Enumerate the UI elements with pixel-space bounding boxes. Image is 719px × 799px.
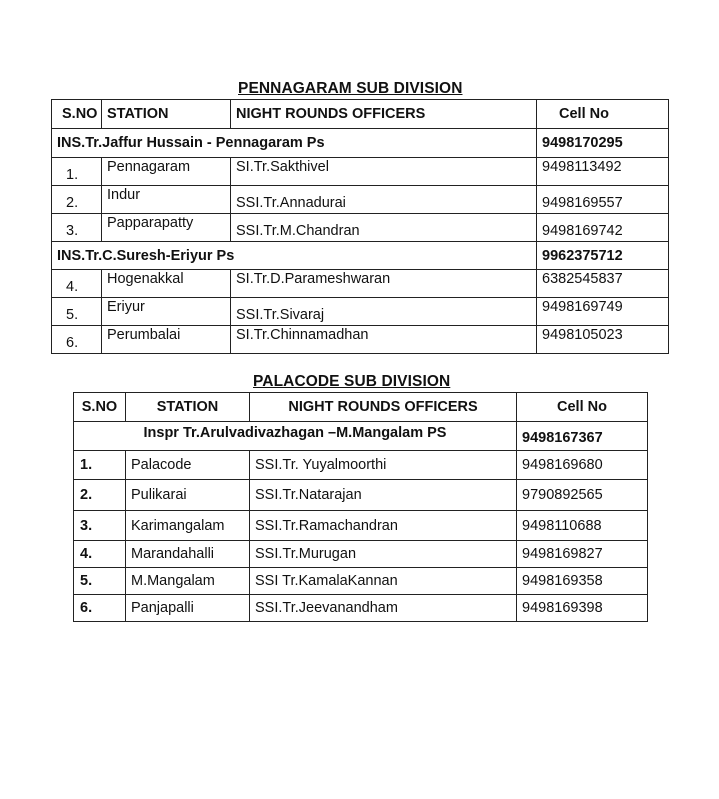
row-station: Marandahalli: [126, 541, 250, 568]
table-row: [74, 595, 648, 622]
row-sno: 3.: [52, 214, 102, 242]
row-officer: SSI.Tr.M.Chandran: [231, 214, 537, 242]
row-sno: 2.: [74, 480, 126, 511]
table-row: [74, 541, 648, 568]
row-station: Panjapalli: [126, 595, 250, 622]
row-officer: SI.Tr.Chinnamadhan: [231, 326, 537, 354]
header-officers: NIGHT ROUNDS OFFICERS: [231, 100, 537, 129]
row-cell: 9498169749: [537, 298, 669, 326]
row-station: Hogenakkal: [102, 270, 231, 298]
row-cell: 9498169680: [517, 451, 648, 480]
row-sno: 6.: [52, 326, 102, 354]
row-station: M.Mangalam: [126, 568, 250, 595]
header-station: STATION: [102, 100, 231, 129]
row-officer: SSI.Tr.Annadurai: [231, 186, 537, 214]
table-row: [74, 511, 648, 541]
row-officer: SSI.Tr. Yuyalmoorthi: [250, 451, 517, 480]
row-sno: 4.: [52, 270, 102, 298]
pennagaram-table: [51, 99, 669, 354]
row-sno: 3.: [74, 511, 126, 541]
header-row: [74, 393, 648, 422]
group-row: [52, 242, 669, 270]
row-cell: 9498169557: [537, 186, 669, 214]
row-officer: SSI.Tr.Natarajan: [250, 480, 517, 511]
header-sno: S.NO: [74, 393, 126, 422]
row-sno: 6.: [74, 595, 126, 622]
table-row: [52, 214, 669, 242]
table-row: [52, 186, 669, 214]
row-officer: SSI.Tr.Sivaraj: [231, 298, 537, 326]
row-station: Indur: [102, 186, 231, 214]
row-station: Karimangalam: [126, 511, 250, 541]
row-officer: SSI.Tr.Ramachandran: [250, 511, 517, 541]
row-officer: SSI.Tr.Jeevanandham: [250, 595, 517, 622]
row-officer: SI.Tr.Sakthivel: [231, 158, 537, 186]
group-cell: 9498167367: [517, 422, 648, 451]
table-row: [74, 480, 648, 511]
group-row: [52, 129, 669, 158]
table-row: [52, 298, 669, 326]
palacode-table: [73, 392, 648, 622]
header-cell: Cell No: [537, 100, 669, 129]
row-officer: SSI Tr.KamalaKannan: [250, 568, 517, 595]
row-station: Eriyur: [102, 298, 231, 326]
row-cell: 6382545837: [537, 270, 669, 298]
section2-title: PALACODE SUB DIVISION: [253, 373, 451, 390]
row-cell: 9498110688: [517, 511, 648, 541]
header-station: STATION: [126, 393, 250, 422]
row-station: Pulikarai: [126, 480, 250, 511]
group-cell: 9962375712: [537, 242, 669, 270]
header-officers: NIGHT ROUNDS OFFICERS: [250, 393, 517, 422]
row-station: Papparapatty: [102, 214, 231, 242]
table-row: [52, 158, 669, 186]
header-sno: S.NO: [52, 100, 102, 129]
group-label: INS.Tr.Jaffur Hussain - Pennagaram Ps: [52, 129, 537, 158]
section1-title: PENNAGARAM SUB DIVISION: [238, 80, 463, 97]
row-sno: 1.: [74, 451, 126, 480]
header-row: [52, 100, 669, 129]
row-sno: 5.: [74, 568, 126, 595]
row-sno: 4.: [74, 541, 126, 568]
row-station: Palacode: [126, 451, 250, 480]
group-cell: 9498170295: [537, 129, 669, 158]
row-officer: SI.Tr.D.Parameshwaran: [231, 270, 537, 298]
row-cell: 9498113492: [537, 158, 669, 186]
group-row: [74, 422, 648, 451]
row-cell: 9498169358: [517, 568, 648, 595]
group-label: Inspr Tr.Arulvadivazhagan –M.Mangalam PS: [74, 422, 517, 451]
row-officer: SSI.Tr.Murugan: [250, 541, 517, 568]
table-row: [74, 568, 648, 595]
row-sno: 2.: [52, 186, 102, 214]
row-station: Pennagaram: [102, 158, 231, 186]
header-cell: Cell No: [517, 393, 648, 422]
row-station: Perumbalai: [102, 326, 231, 354]
row-cell: 9498169827: [517, 541, 648, 568]
row-cell: 9498169742: [537, 214, 669, 242]
table-row: [52, 270, 669, 298]
table-row: [74, 451, 648, 480]
row-sno: 1.: [52, 158, 102, 186]
row-sno: 5.: [52, 298, 102, 326]
group-label: INS.Tr.C.Suresh-Eriyur Ps: [52, 242, 537, 270]
row-cell: 9498169398: [517, 595, 648, 622]
row-cell: 9790892565: [517, 480, 648, 511]
row-cell: 9498105023: [537, 326, 669, 354]
table-row: [52, 326, 669, 354]
